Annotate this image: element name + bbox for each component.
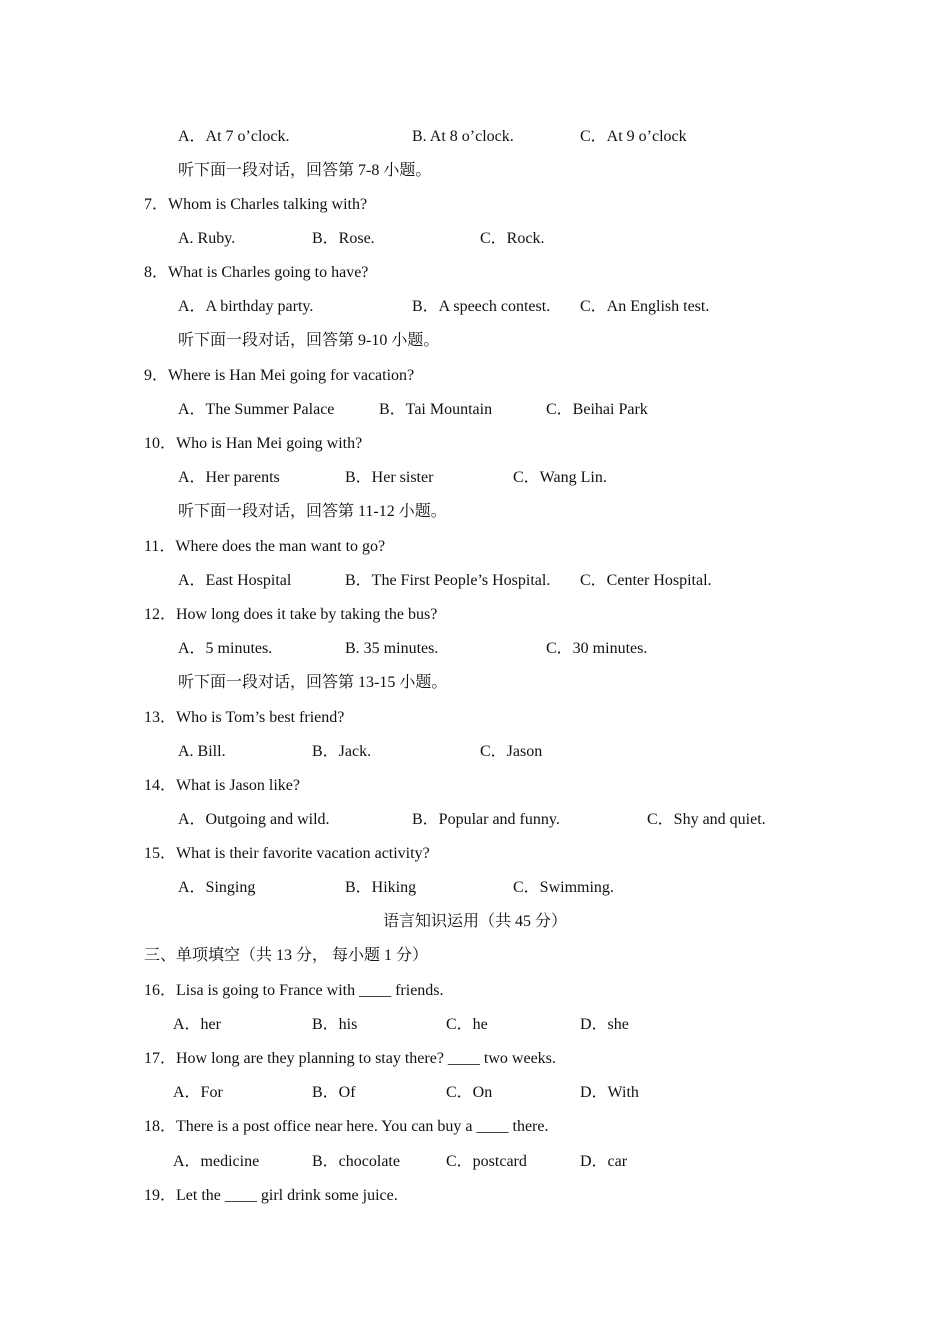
question-12: 12．How long does it take by taking the bus? [144, 606, 438, 623]
instruction-7-8: 听下面一段对话，回答第 7-8 小题。 [178, 162, 432, 179]
question-16: 16．Lisa is going to France with ____ friends. [144, 982, 444, 999]
q9-option-a: A．The Summer Palace [178, 401, 335, 418]
q12-option-b: B. 35 minutes. [345, 640, 439, 657]
q8-option-b: B．A speech contest. [412, 298, 551, 315]
q9-option-c: C．Beihai Park [546, 401, 648, 418]
q17-option-a: A．For [173, 1084, 223, 1101]
q6-option-a: A．At 7 o’clock. [178, 128, 290, 145]
question-19: 19．Let the ____ girl drink some juice. [144, 1187, 398, 1204]
question-11: 11．Where does the man want to go? [144, 538, 386, 555]
q17-option-d: D．With [580, 1084, 639, 1101]
q16-option-d: D．she [580, 1016, 629, 1033]
question-10: 10．Who is Han Mei going with? [144, 435, 363, 452]
q18-option-d: D．car [580, 1153, 628, 1170]
q12-option-a: A．5 minutes. [178, 640, 273, 657]
q7-option-a: A. Ruby. [178, 230, 236, 247]
question-17: 17．How long are they planning to stay there? ____ two weeks. [144, 1050, 556, 1067]
question-8: 8．What is Charles going to have? [144, 264, 369, 281]
question-15: 15．What is their favorite vacation activity? [144, 845, 430, 862]
instruction-13-15: 听下面一段对话，回答第 13-15 小题。 [178, 674, 448, 691]
q18-option-b: B．chocolate [312, 1153, 400, 1170]
q16-option-c: C．he [446, 1016, 488, 1033]
q14-option-b: B．Popular and funny. [412, 811, 560, 828]
q8-option-a: A．A birthday party. [178, 298, 314, 315]
part3-header: 三、单项填空（共 13 分， 每小题 1 分） [144, 947, 429, 964]
question-18: 18．There is a post office near here. You can buy a ____ there. [144, 1118, 549, 1135]
q6-option-c: C．At 9 o’clock [580, 128, 687, 145]
q18-option-a: A．medicine [173, 1153, 260, 1170]
q14-option-c: C．Shy and quiet. [647, 811, 766, 828]
q10-option-a: A．Her parents [178, 469, 280, 486]
q13-option-a: A. Bill. [178, 743, 226, 760]
q11-option-c: C．Center Hospital. [580, 572, 712, 589]
q10-option-c: C．Wang Lin. [513, 469, 607, 486]
question-14: 14．What is Jason like? [144, 777, 300, 794]
q10-option-b: B．Her sister [345, 469, 434, 486]
instruction-9-10: 听下面一段对话，回答第 9-10 小题。 [178, 332, 440, 349]
q7-option-b: B．Rose. [312, 230, 375, 247]
instruction-11-12: 听下面一段对话，回答第 11-12 小题。 [178, 503, 447, 520]
q11-option-b: B．The First People’s Hospital. [345, 572, 551, 589]
section-title: 语言知识运用（共 45 分） [382, 913, 567, 930]
q6-option-b: B. At 8 o’clock. [412, 128, 514, 145]
q17-option-b: B．Of [312, 1084, 356, 1101]
question-9: 9．Where is Han Mei going for vacation? [144, 367, 415, 384]
q11-option-a: A．East Hospital [178, 572, 292, 589]
question-7: 7．Whom is Charles talking with? [144, 196, 368, 213]
q15-option-b: B．Hiking [345, 879, 417, 896]
q15-option-c: C．Swimming. [513, 879, 614, 896]
q15-option-a: A．Singing [178, 879, 256, 896]
q17-option-c: C．On [446, 1084, 493, 1101]
q13-option-b: B．Jack. [312, 743, 372, 760]
q13-option-c: C．Jason [480, 743, 543, 760]
q8-option-c: C．An English test. [580, 298, 710, 315]
q7-option-c: C．Rock. [480, 230, 545, 247]
q14-option-a: A．Outgoing and wild. [178, 811, 330, 828]
q16-option-a: A．her [173, 1016, 221, 1033]
q16-option-b: B．his [312, 1016, 358, 1033]
question-13: 13．Who is Tom’s best friend? [144, 709, 345, 726]
q12-option-c: C．30 minutes. [546, 640, 648, 657]
q9-option-b: B．Tai Mountain [379, 401, 493, 418]
q18-option-c: C．postcard [446, 1153, 527, 1170]
